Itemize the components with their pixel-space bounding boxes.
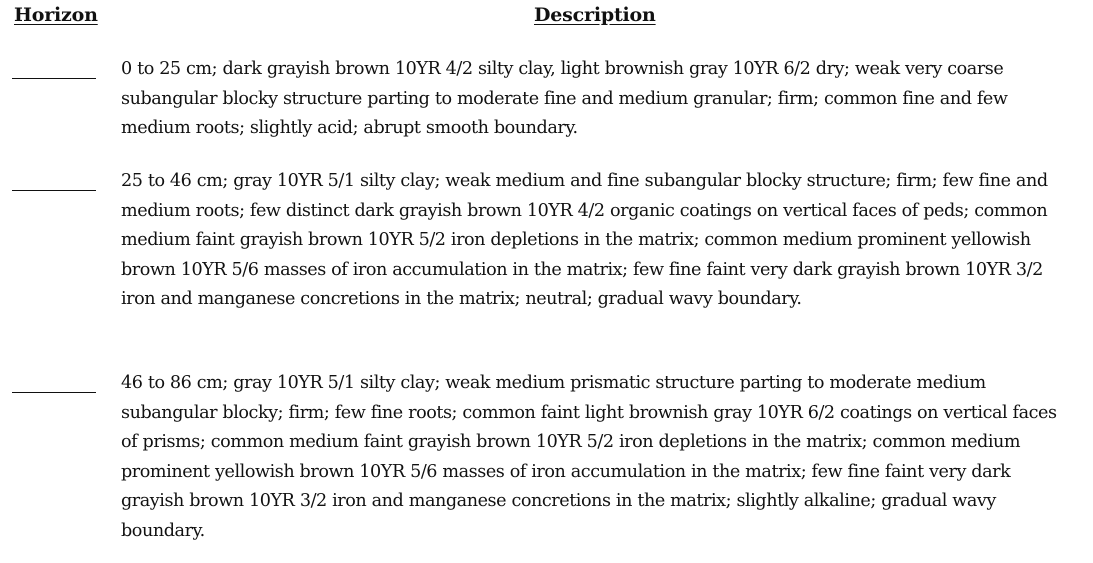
horizon-blank-2[interactable] [12,190,96,191]
horizon-description-1: 0 to 25 cm; dark grayish brown 10YR 4/2 silty clay, light brownish gray 10YR 6/2 dry; weak very coarse subangular blocky structure parting to moderate fine and medium granular; firm; common fine and few medium roots; slightly acid; abrupt smooth boundary. [121,59,1008,139]
horizon-description-3: 46 to 86 cm; gray 10YR 5/1 silty clay; weak medium prismatic structure parting to moderate medium subangular blocky; firm; few fine roots; common faint light brownish gray 10YR 6/2 coatings on vertical faces of prisms; common medium faint grayish brown 10YR 5/2 iron depletions in the matrix; common medium prominent yellowish brown 10YR 5/6 masses of iron accumulation in the matrix; few fine faint very dark grayish brown 10YR 3/2 iron and manganese concretions in the matrix; slightly alkaline; gradual wavy boundary. [121,373,1057,541]
description-column-header: Description [534,4,656,26]
horizon-blank-3[interactable] [12,392,96,393]
horizon-blank-1[interactable] [12,78,96,79]
horizon-column-header: Horizon [14,4,98,26]
horizon-description-2: 25 to 46 cm; gray 10YR 5/1 silty clay; weak medium and fine subangular blocky structure; firm; few fine and medium roots; few distinct dark grayish brown 10YR 4/2 organic coatings on vertical faces of peds; common medium faint grayish brown 10YR 5/2 iron depletions in the matrix; common medium prominent yellowish brown 10YR 5/6 masses of iron accumulation in the matrix; few fine faint very dark grayish brown 10YR 3/2 iron and manganese concretions in the matrix; neutral; gradual wavy boundary. [121,171,1048,310]
